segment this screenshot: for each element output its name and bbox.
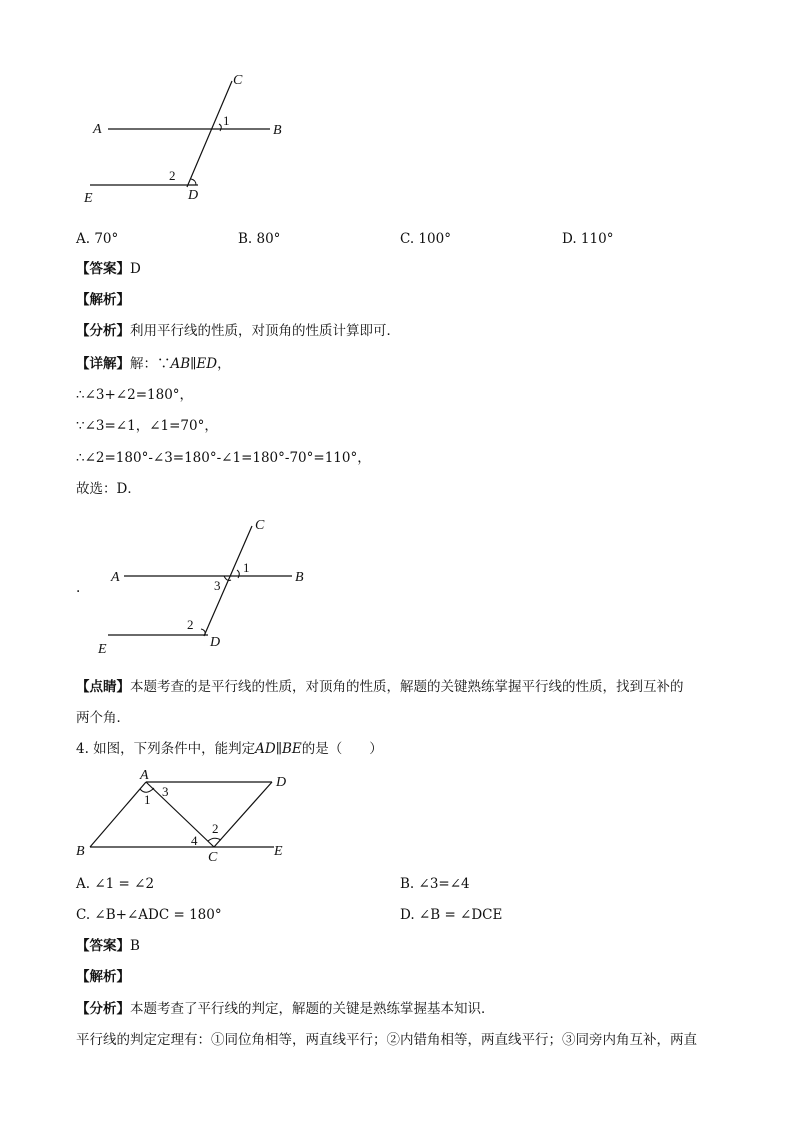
step-1: ∴∠3+∠2=180°，	[76, 387, 194, 403]
theorem-line: 平行线的判定定理有：①同位角相等，两直线平行；②内错角相等，两直线平行；③同旁内角互补，两直	[76, 1032, 697, 1048]
label-2: 2	[169, 168, 176, 183]
answer-line	[76, 259, 141, 279]
label-e: E	[98, 642, 107, 657]
analysis-tag-q4: 【解析】	[76, 969, 130, 985]
option-d: D. 110°	[562, 231, 614, 247]
analysis-fenxi	[76, 321, 400, 341]
label-2: 2	[212, 821, 219, 836]
figure-2-parallel-lines	[94, 512, 324, 662]
label-c: C	[208, 850, 218, 865]
comment-tag: 【点睛】	[76, 679, 130, 695]
label-e: E	[84, 191, 93, 206]
option-d: D. ∠B = ∠DCE	[400, 907, 503, 923]
label-c: C	[255, 518, 265, 533]
question-4-math: AD∥BE	[255, 741, 302, 757]
fenxi-text: 利用平行线的性质，对顶角的性质计算即可．	[130, 323, 400, 339]
segment-ac	[146, 782, 214, 847]
answer-line-q4	[76, 936, 140, 956]
segment-dc	[214, 782, 272, 847]
answer-value: B	[130, 938, 140, 954]
analysis-tag: 【解析】	[76, 292, 130, 308]
label-c: C	[233, 73, 243, 88]
label-a: A	[93, 122, 102, 137]
angle-1-arc	[237, 570, 239, 578]
label-d: D	[188, 188, 199, 203]
option-c: C. ∠B+∠ADC = 180°	[76, 907, 222, 923]
option-b: B. 80°	[238, 231, 281, 247]
label-b: B	[273, 123, 282, 138]
figure-2-dot: .	[76, 580, 81, 596]
analysis-detail	[76, 354, 231, 374]
question-4-pre: 4. 如图，下列条件中，能判定	[76, 741, 256, 757]
fenxi-tag: 【分析】	[76, 1001, 130, 1017]
label-4: 4	[191, 833, 198, 848]
answer-tag: 【答案】	[76, 261, 130, 277]
figure-3-quadrilateral	[76, 766, 306, 866]
step-2: ∵∠3=∠1，∠1=70°，	[76, 418, 218, 434]
line-cd	[204, 526, 252, 636]
choose-line: 故选：D．	[76, 481, 141, 497]
label-b: B	[76, 844, 85, 859]
option-c: C. 100°	[400, 231, 451, 247]
line-cd	[187, 81, 232, 187]
label-d: D	[210, 635, 221, 650]
detail-pre: 解：∵	[130, 356, 171, 372]
detail-post: ，	[217, 356, 231, 372]
comment-text: 本题考查的是平行线的性质，对顶角的性质，解题的关键熟练掌握平行线的性质，找到互补的	[130, 679, 684, 695]
label-b: B	[295, 570, 304, 585]
label-3: 3	[162, 784, 169, 799]
comment-line-1	[76, 677, 684, 697]
option-a: A. ∠1 = ∠2	[76, 876, 155, 892]
detail-math: AB∥ED	[170, 356, 218, 372]
answer-tag: 【答案】	[76, 938, 130, 954]
fenxi-tag: 【分析】	[76, 323, 130, 339]
question-4-post: 的是（ ）	[301, 741, 383, 757]
question-4	[76, 739, 383, 759]
angle-1-arc	[219, 124, 221, 131]
option-a: A. 70°	[76, 231, 119, 247]
label-d: D	[276, 775, 287, 790]
label-1: 1	[243, 560, 250, 575]
fenxi-text: 本题考查了平行线的判定，解题的关键是熟练掌握基本知识．	[130, 1001, 495, 1017]
analysis-fenxi-q4	[76, 999, 495, 1019]
label-2: 2	[187, 617, 194, 632]
segment-ab	[90, 782, 146, 847]
label-e: E	[274, 844, 283, 859]
figure-1-parallel-lines	[80, 68, 300, 208]
label-1: 1	[144, 792, 151, 807]
detail-tag: 【详解】	[76, 356, 130, 372]
label-a: A	[140, 768, 149, 783]
label-3: 3	[214, 578, 221, 593]
label-a: A	[111, 570, 120, 585]
option-b: B. ∠3=∠4	[400, 876, 470, 892]
comment-line-2: 两个角．	[76, 710, 130, 726]
step-3: ∴∠2=180°-∠3=180°-∠1=180°-70°=110°，	[76, 450, 371, 466]
angle-2-arc	[191, 179, 196, 185]
answer-value: D	[130, 261, 141, 277]
label-1: 1	[223, 113, 230, 128]
